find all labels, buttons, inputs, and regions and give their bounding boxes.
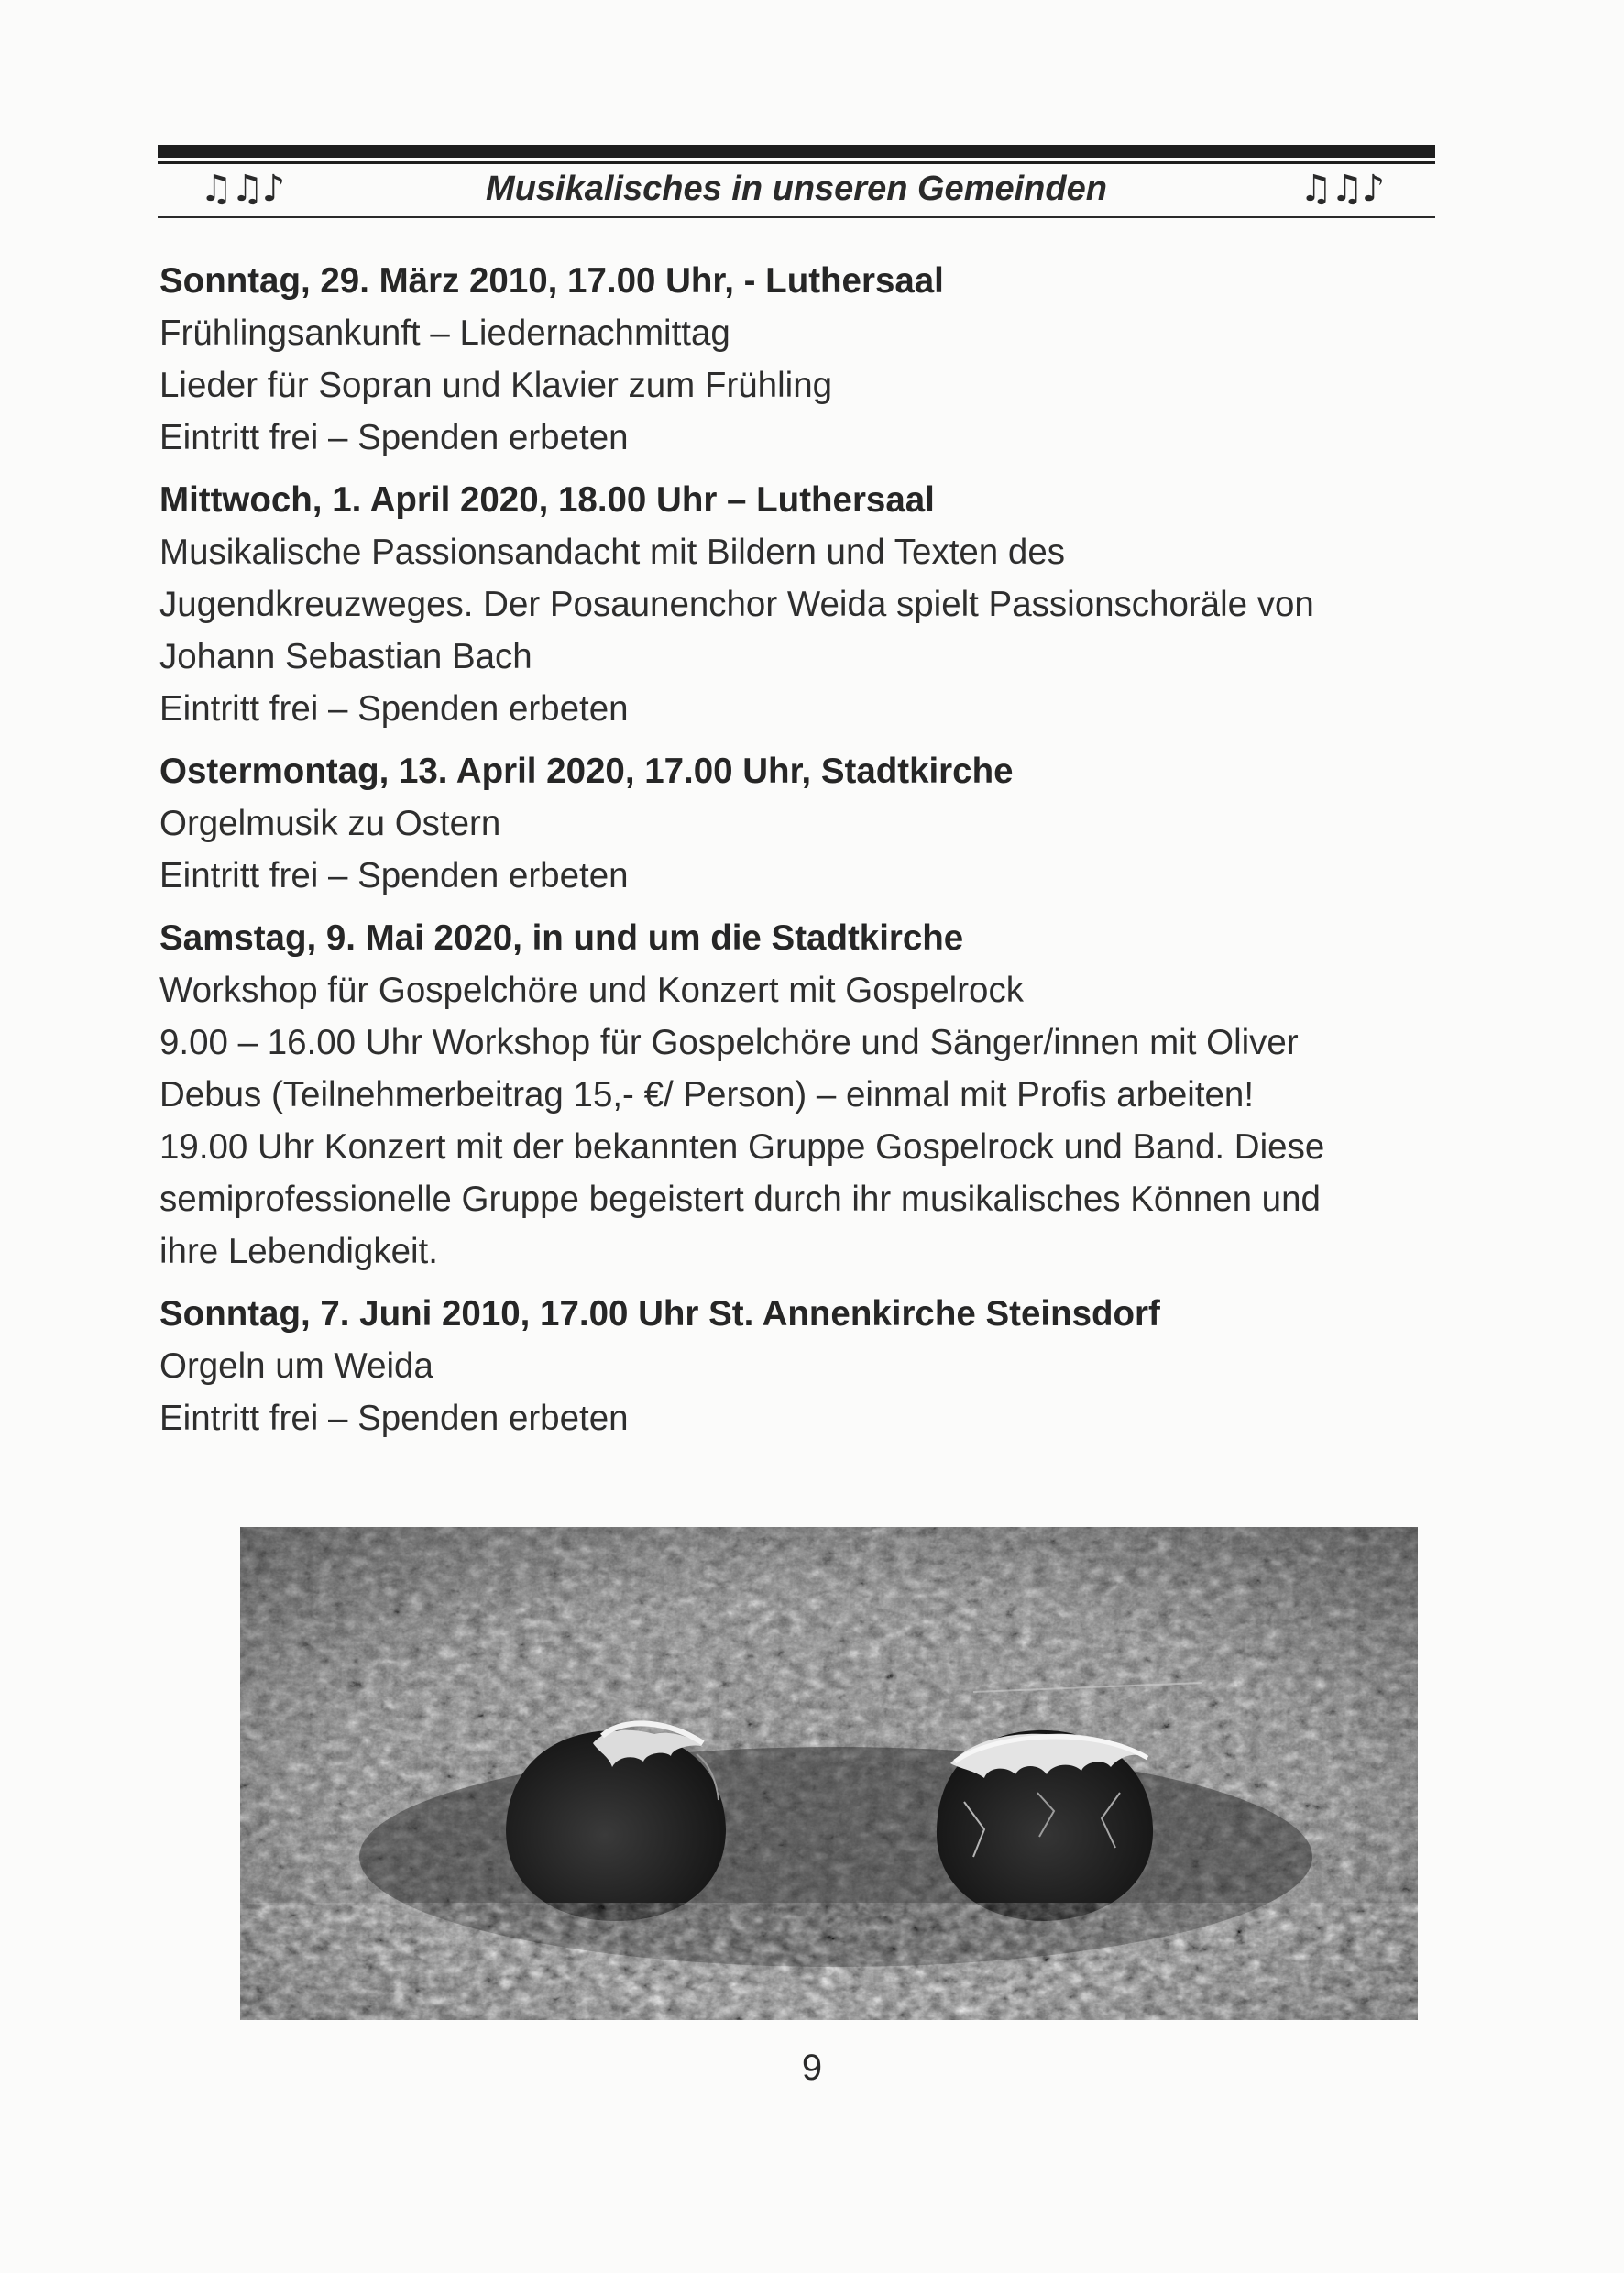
event-description: Debus (Teilnehmerbeitrag 15,- €/ Person) – einmal mit Profis arbeiten! [159, 1075, 1255, 1115]
event-entry [159, 255, 1461, 464]
egg-shells-photo [240, 1527, 1418, 2020]
event-description: Johann Sebastian Bach [159, 637, 532, 676]
event-description: Frühlingsankunft – Liedernachmittag [159, 313, 730, 353]
page-number: 9 [801, 2048, 823, 2088]
event-description: ihre Lebendigkeit. [159, 1232, 438, 1271]
event-admission: Eintritt frei – Spenden erbeten [159, 856, 629, 895]
header-rule-thin [158, 161, 1435, 164]
page-header-title: Musikalisches in unseren Gemeinden [486, 170, 1107, 208]
event-admission: Eintritt frei – Spenden erbeten [159, 418, 629, 457]
music-notes-icon-right: ♫♫♪ [1300, 168, 1384, 210]
event-entry [159, 474, 1461, 735]
event-list [159, 255, 1461, 1455]
event-entry [159, 1288, 1461, 1444]
header-rule-thick [158, 145, 1435, 158]
event-entry [159, 745, 1461, 902]
event-title: Sonntag, 29. März 2010, 17.00 Uhr, - Luthersaal [159, 261, 944, 301]
event-title: Mittwoch, 1. April 2020, 18.00 Uhr – Luthersaal [159, 480, 935, 520]
event-entry [159, 912, 1461, 1278]
event-description: Orgeln um Weida [159, 1346, 433, 1386]
event-title: Sonntag, 7. Juni 2010, 17.00 Uhr St. Annenkirche Steinsdorf [159, 1294, 1160, 1334]
event-description: Jugendkreuzweges. Der Posaunenchor Weida spielt Passionschoräle von [159, 585, 1314, 624]
event-description: 19.00 Uhr Konzert mit der bekannten Gruppe Gospelrock und Band. Diese [159, 1127, 1325, 1167]
event-title: Ostermontag, 13. April 2020, 17.00 Uhr, Stadtkirche [159, 752, 1014, 791]
music-notes-icon-left: ♫♫♪ [200, 168, 284, 210]
event-title: Samstag, 9. Mai 2020, in und um die Stadtkirche [159, 918, 964, 958]
event-description: Workshop für Gospelchöre und Konzert mit Gospelrock [159, 971, 1024, 1010]
event-description: semiprofessionelle Gruppe begeistert durch ihr musikalisches Können und [159, 1180, 1321, 1219]
event-admission: Eintritt frei – Spenden erbeten [159, 1399, 629, 1438]
event-description: Lieder für Sopran und Klavier zum Frühling [159, 366, 833, 405]
event-description: Orgelmusik zu Ostern [159, 804, 501, 843]
event-description: 9.00 – 16.00 Uhr Workshop für Gospelchöre und Sänger/innen mit Oliver [159, 1023, 1299, 1062]
event-admission: Eintritt frei – Spenden erbeten [159, 689, 629, 729]
header-rule-bottom [158, 216, 1435, 218]
event-description: Musikalische Passionsandacht mit Bildern und Texten des [159, 533, 1065, 572]
